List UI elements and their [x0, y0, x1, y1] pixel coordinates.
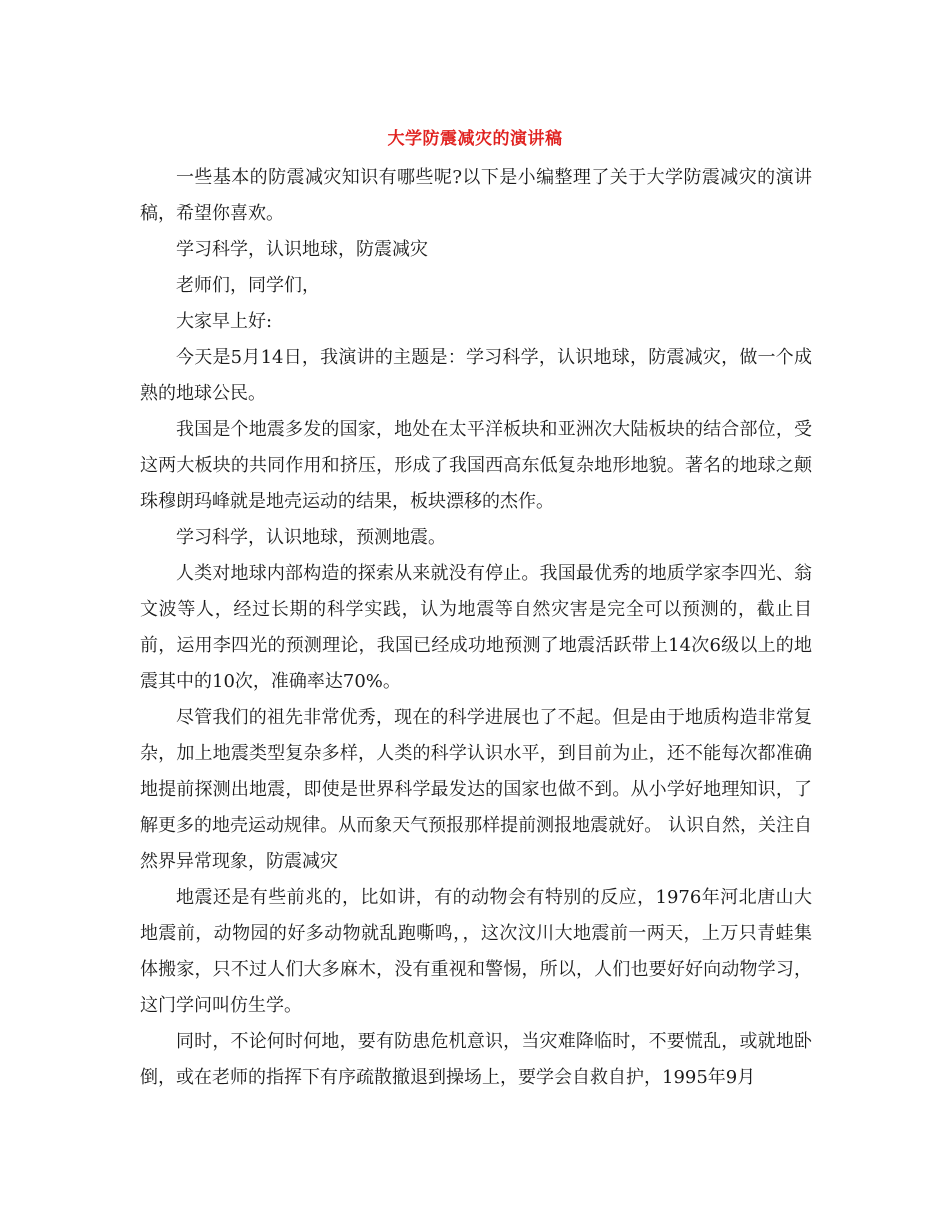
paragraph-greeting: 大家早上好: [176, 311, 273, 332]
paragraph-intro: 一些基本的防震减灾知识有哪些呢?以下是小编整理了关于大学防震减灾的演讲稿，希望你喜欢。 [140, 167, 812, 224]
paragraph: 尽管我们的祖先非常优秀，现在的科学进展也了不起。但是由于地质构造非常复杂，加上地震类型复杂多样，人类的科学认识水平，到目前为止，还不能每次都准确地提前探测出地震，即使是世界科学最发达的国家也做不到。从小学好地理知识，了解更多的地壳运动规律。从而象天气预报那样提前测报地震就好。 认识自然，关注自然界异常现象，防震减灾 [140, 707, 812, 872]
paragraph-subheading: 学习科学，认识地球，预测地震。 [176, 527, 446, 548]
paragraph: 人类对地球内部构造的探索从来就没有停止。我国最优秀的地质学家李四光、翁文波等人，经过长期的科学实践，认为地震等自然灾害是完全可以预测的，截止目前，运用李四光的预测理论，我国已经成功地预测了地震活跃带上14次6级以上的地震其中的10次，准确率达70%。 [140, 563, 812, 692]
paragraph: 今天是5月14日，我演讲的主题是：学习科学，认识地球，防震减灾，做一个成熟的地球公民。 [140, 347, 812, 404]
document-body [140, 160, 812, 1096]
paragraph: 我国是个地震多发的国家，地处在太平洋板块和亚洲次大陆板块的结合部位，受这两大板块的共同作用和挤压，形成了我国西高东低复杂地形地貌。著名的地球之颠珠穆朗玛峰就是地壳运动的结果，板块漂移的杰作。 [140, 419, 812, 512]
paragraph-heading: 学习科学，认识地球，防震减灾 [176, 239, 428, 260]
paragraph: 地震还是有些前兆的，比如讲，有的动物会有特别的反应，1976年河北唐山大地震前，动物园的好多动物就乱跑嘶鸣，，这次汶川大地震前一两天，上万只青蛙集体搬家，只不过人们大多麻木，没有重视和警惕，所以，人们也要好好向动物学习，这门学问叫仿生学。 [140, 887, 812, 1016]
document-title: 大学防震减灾的演讲稿 [387, 129, 563, 149]
paragraph: 同时，不论何时何地，要有防患危机意识，当灾难降临时，不要慌乱，或就地卧倒，或在老师的指挥下有序疏散撤退到操场上，要学会自救自护，1995年9月 [140, 1031, 812, 1088]
paragraph-salutation: 老师们，同学们， [176, 275, 320, 296]
